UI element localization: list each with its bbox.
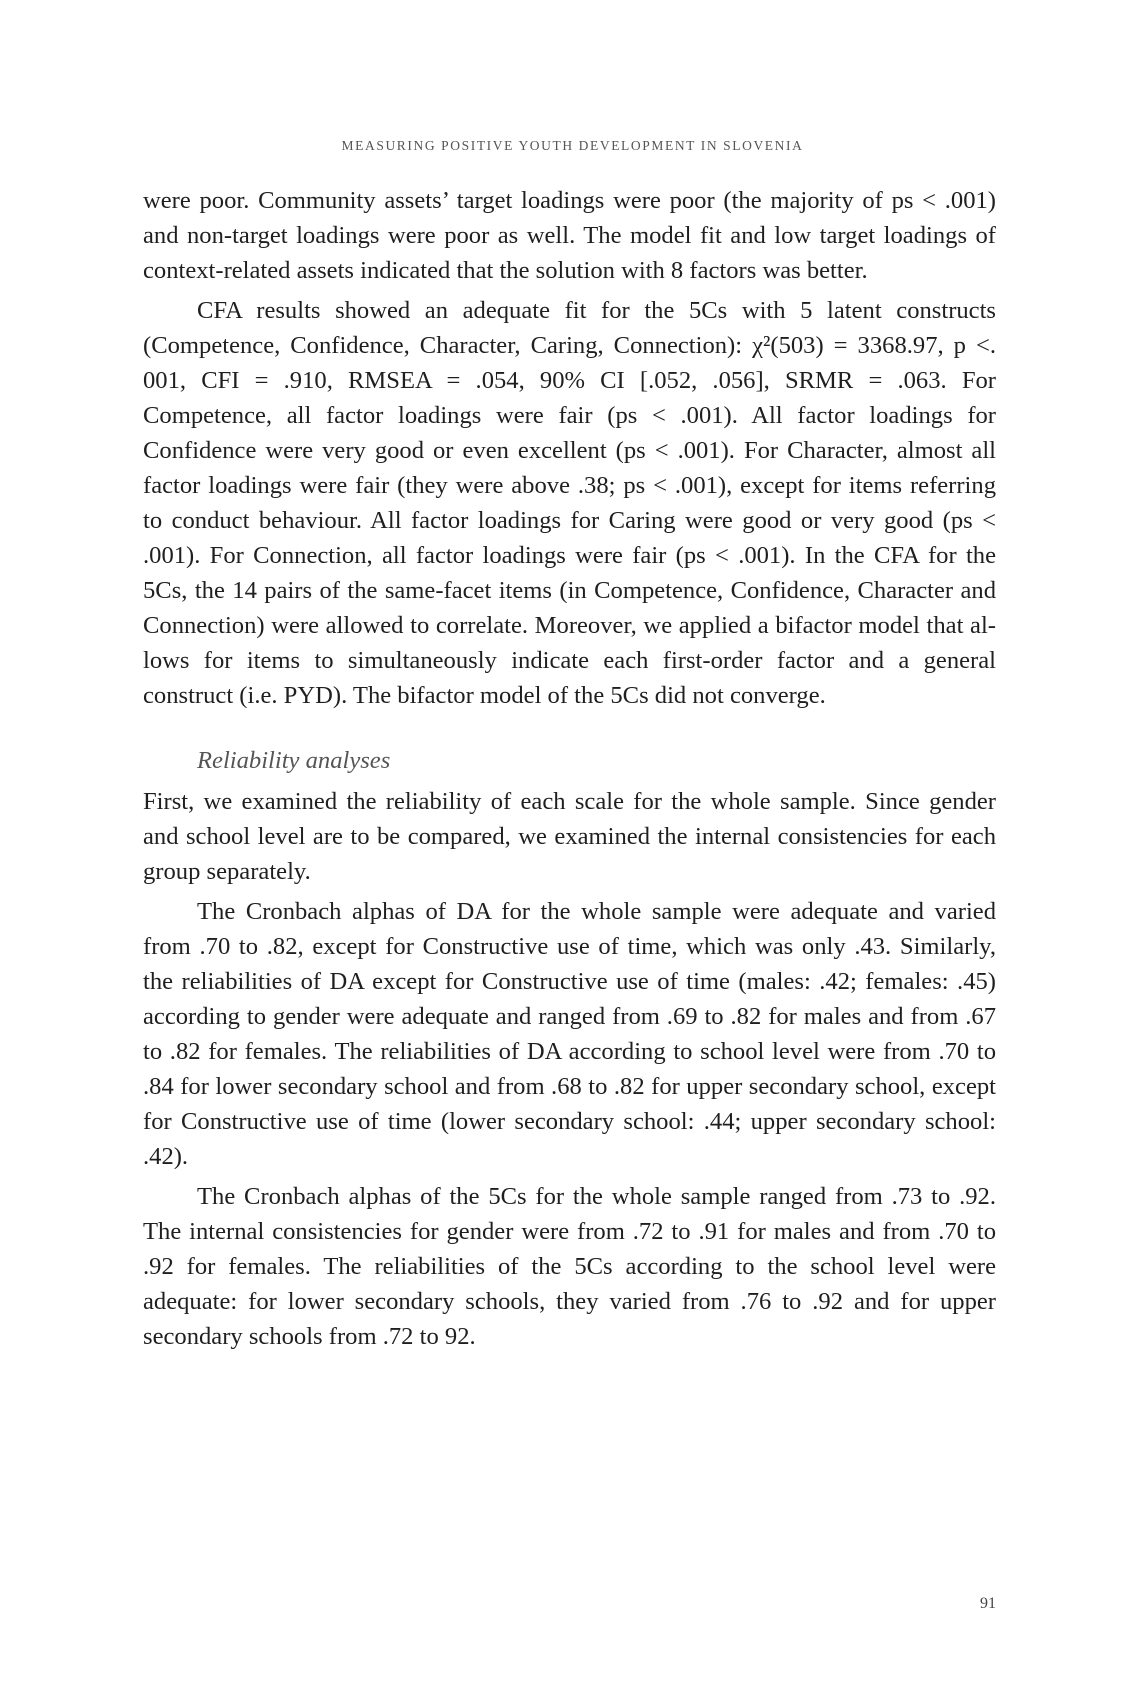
paragraph-reliability-intro: First, we examined the reliability of each scale for the whole sample. Since gender and school level are to be compared, we examined the internal consistencies for each group separately. [143,788,996,885]
page-number: 91 [980,1595,996,1612]
page-body [143,183,996,1354]
running-head: MEASURING POSITIVE YOUTH DEVELOPMENT IN SLOVENIA [341,138,804,153]
paragraph-da-alphas: The Cronbach alphas of DA for the whole sample were adequate and varied from .70 to .82, except for Constructive use of time, which was only .43. Similarly, the reliabilities of DA except for Constructive use of time (males: .42; females: .45) according to gender were adequate and ranged from .69 to .82 for males and from .67 to .82 for females. The reliabilities of DA according to school level were from .70 to .84 for lower secondary school and from .68 to .82 for upper secondary school, except for Constructive use of time (lower secondary school: .44; upper secondary school: .42). [143,898,996,1170]
section-heading-reliability: Reliability analyses [197,747,391,774]
paragraph-5cs-alphas: The Cronbach alphas of the 5Cs for the whole sample ranged from .73 to .92. The internal consistencies for gender were from .72 to .91 for males and from .70 to .92 for females. The reliabilities of the 5Cs according to the school level were adequate: for lower secondary schools, they varied from .76 to .92 and for upper secondary schools from .72 to 92. [143,1183,996,1350]
paragraph-cfa-results: CFA results showed an adequate fit for the 5Cs with 5 latent constructs (Competence, Confidence, Character, Caring, Connection): χ²(503) = 3368.97, p <. 001, CFI = .910, RMSEA = .054, 90% CI [.052, .056], SRMR = .063. For Competence, all factor loadings were fair (ps < .001). All factor loadings for Confidence were very good or even excellent (ps < .001). For Character, almost all factor loadings were fair (they were above .38; ps < .001), except for items referring to conduct behaviour. All factor loadings for Caring were good or very good (ps < .001). For Connection, all factor loadings were fair (ps < .001). In the CFA for the 5Cs, the 14 pairs of the same-facet items (in Competence, Confidence, Character and Connection) were allowed to correlate. Moreover, we applied a bifactor model that allows for items to simultaneously indicate each first-order factor and a general construct (i.e. PYD). The bifactor model of the 5Cs did not converge. [143,297,996,709]
paragraph-continued: were poor. Community assets’ target loadings were poor (the majority of ps < .001) and non-target loadings were poor as well. The model fit and low target loadings of context-related assets indicated that the solution with 8 factors was better. [143,187,996,284]
